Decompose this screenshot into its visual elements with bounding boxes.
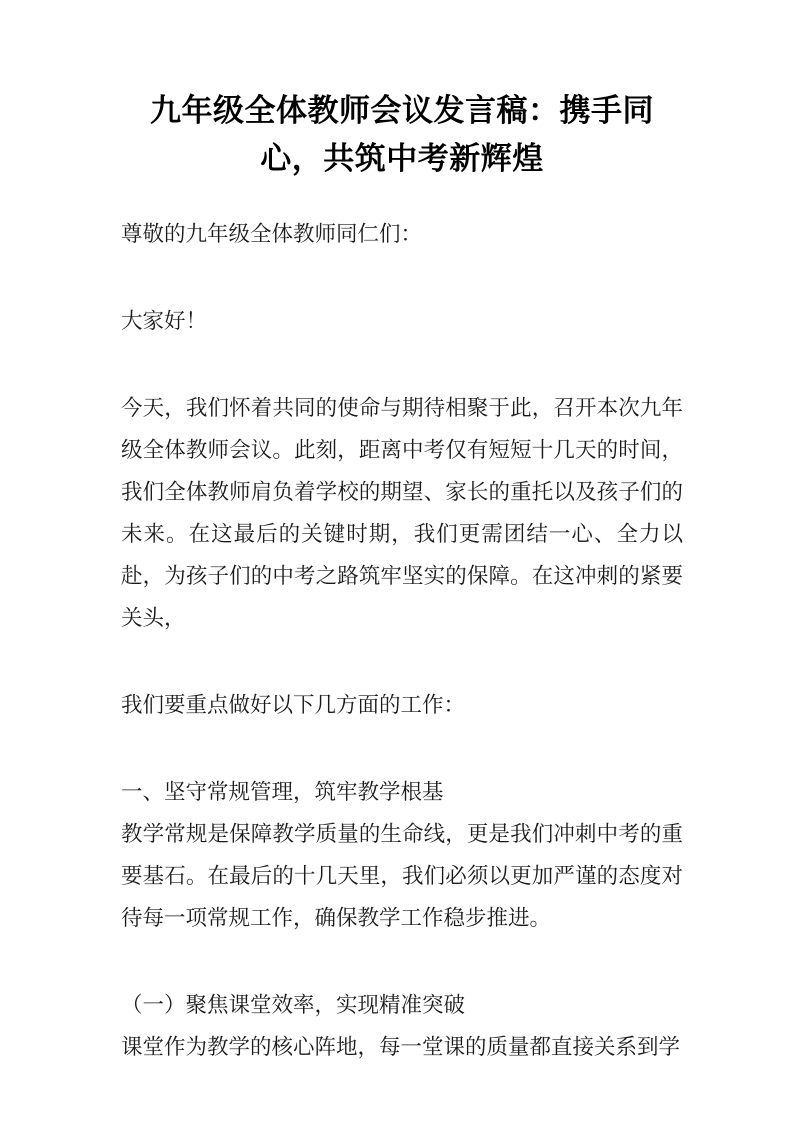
- section-1-heading: 一、坚守常规管理，筑牢教学根基: [121, 780, 444, 804]
- opening-paragraph: 今天，我们怀着共同的使命与期待相聚于此，召开本次九年级全体教师会议。此刻，距离中考仅有短短十几天的时间，我们全体教师肩负着学校的期望、家长的重托以及孩子们的未来。在这最后的关键时期，我们更需团结一心、全力以赴，为孩子们的中考之路筑牢坚实的保障。在这冲刺的紧要关头，: [121, 396, 683, 630]
- document-content: [121, 0, 683, 1068]
- salutation-line: 尊敬的九年级全体教师同仁们：: [121, 222, 423, 246]
- work-intro-paragraph: 我们要重点做好以下几方面的工作：: [121, 693, 466, 717]
- document-body: [121, 213, 683, 1068]
- subsection-1-1-paragraph: 课堂作为教学的核心阵地，每一堂课的质量都直接关系到学: [121, 1035, 681, 1059]
- section-1-paragraph: 教学常规是保障教学质量的生命线，更是我们冲刺中考的重要基石。在最后的十几天里，我们必须以更加严谨的态度对待每一项常规工作，确保教学工作稳步推进。: [121, 822, 683, 930]
- greeting-line: 大家好！: [121, 309, 208, 333]
- document-title: 九年级全体教师会议发言稿：携手同心，共筑中考新辉煌: [150, 93, 654, 176]
- subsection-1-1-heading: （一）聚焦课堂效率，实现精准突破: [121, 993, 466, 1017]
